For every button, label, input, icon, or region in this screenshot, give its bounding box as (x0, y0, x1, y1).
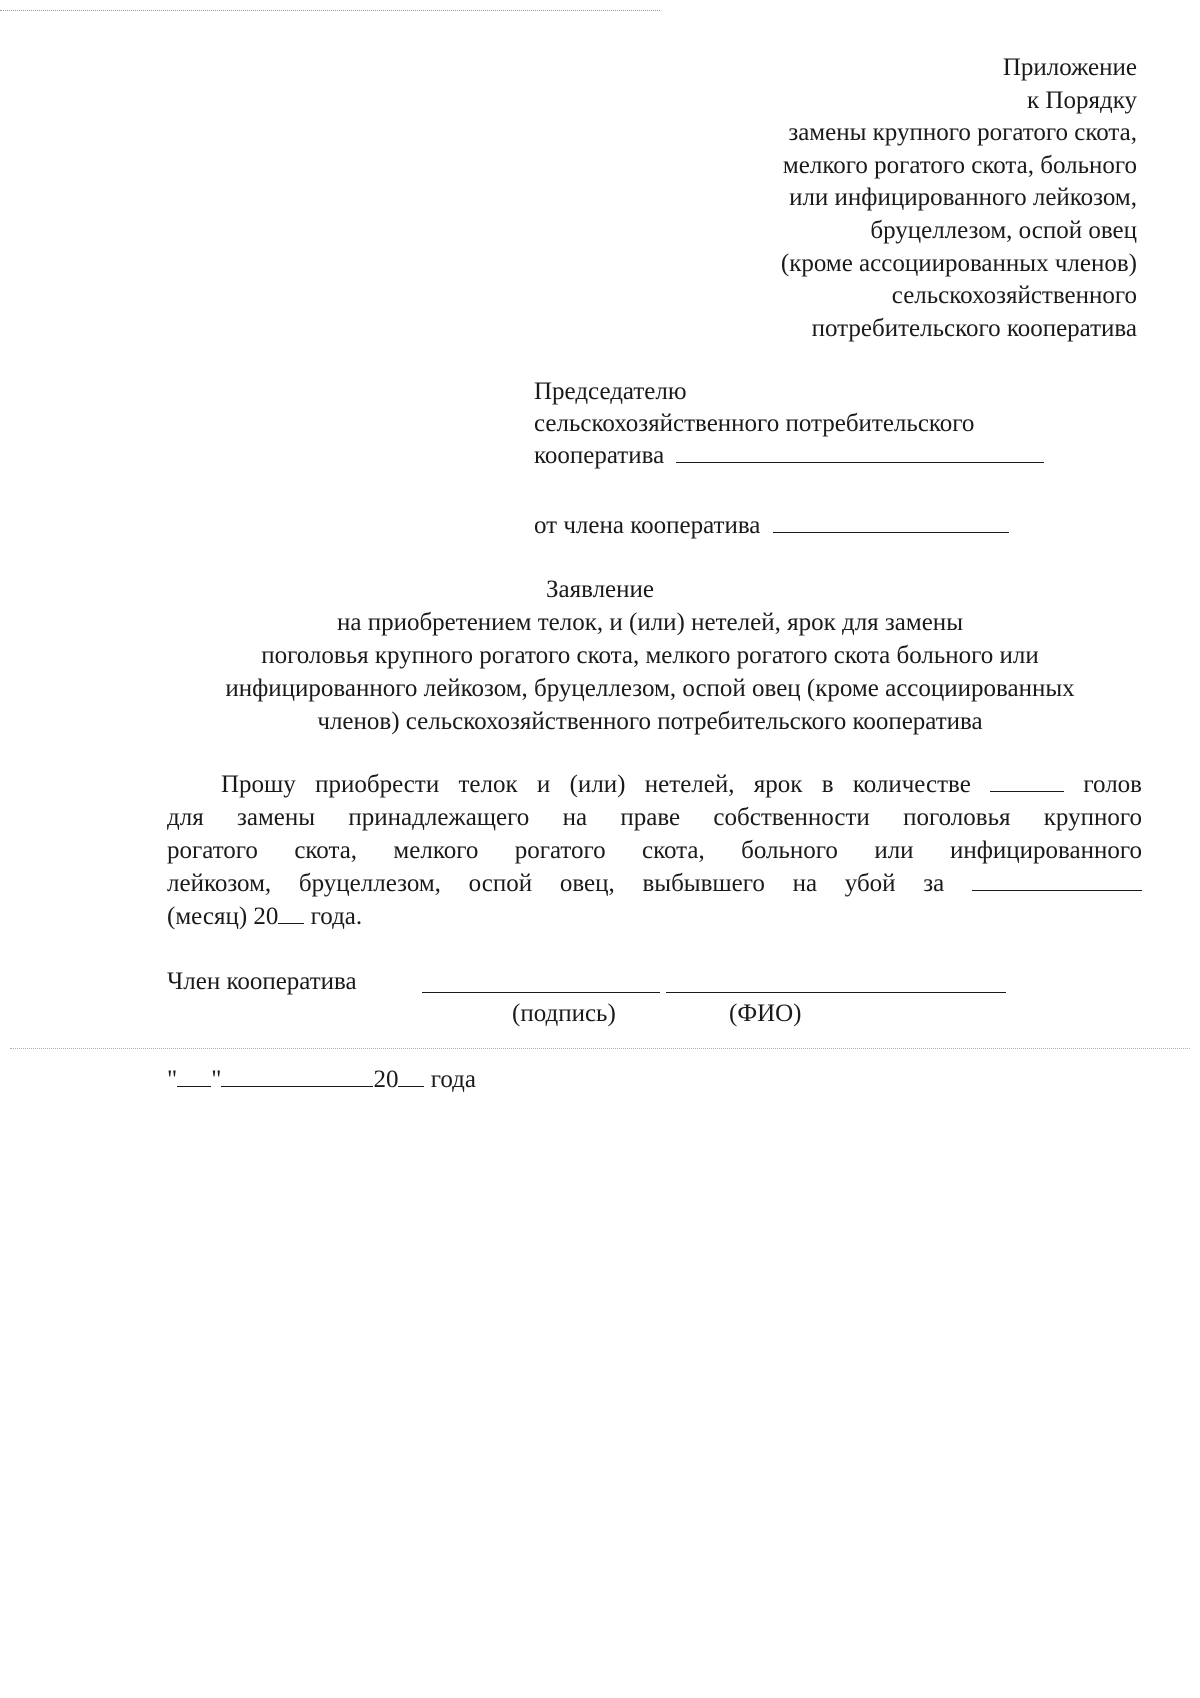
cooperative-name-field[interactable] (676, 440, 1044, 463)
body-line (167, 900, 1142, 933)
addressee-line: Председателю (534, 378, 687, 405)
scan-artifact-top (0, 10, 660, 11)
subtitle-line: инфицированного лейкозом, бруцеллезом, оспой овец (кроме ассоциированных (225, 675, 1075, 702)
appendix-line: (кроме ассоциированных членов) (780, 249, 1137, 277)
from-member-line (534, 510, 1009, 542)
subtitle-line: поголовья крупного рогатого скота, мелкого рогатого скота больного или (261, 642, 1039, 669)
member-label: Член кооператива (167, 968, 357, 995)
addressee-block (534, 376, 1044, 472)
body-text: голов (1083, 771, 1142, 798)
appendix-line: или инфицированного лейкозом, (789, 184, 1137, 212)
name-caption: (ФИО) (729, 1000, 802, 1027)
subtitle-line: на приобретением телок, и (или) нетелей, ярок для замены (336, 609, 963, 636)
date-month-field[interactable] (221, 1064, 373, 1087)
date-suffix: года (430, 1066, 476, 1093)
body-text: Прошу приобрести телок и (или) нетелей, ярок в количестве (221, 771, 971, 798)
date-year-field[interactable] (398, 1064, 424, 1087)
appendix-line: сельскохозяйственного (891, 282, 1137, 310)
document-subtitle (150, 606, 1150, 738)
addressee-line: сельскохозяйственного потребительского (534, 410, 975, 437)
date-quote: " (167, 1066, 178, 1093)
document-title: Заявление (545, 576, 655, 603)
appendix-line: Приложение (1002, 54, 1137, 81)
body-line: рогатого скота, мелкого рогатого скота, больного или инфицированного (167, 837, 1142, 864)
date-line (167, 1064, 476, 1096)
appendix-line: потребительского кооператива (811, 314, 1137, 342)
appendix-line: бруцеллезом, оспой овец (870, 216, 1137, 244)
full-name-field[interactable] (666, 992, 1006, 993)
signature-field[interactable] (422, 992, 660, 993)
member-name-field[interactable] (773, 510, 1009, 533)
appendix-line: мелкого рогатого скота, больного (782, 151, 1137, 179)
quantity-field[interactable] (990, 769, 1064, 792)
body-line (167, 768, 1142, 801)
body-line (167, 867, 1142, 900)
appendix-header (781, 52, 1137, 345)
body-text: года. (310, 903, 363, 930)
subtitle-line: членов) сельскохозяйственного потребительского кооператива (317, 708, 983, 735)
scan-artifact-middle (10, 1048, 1190, 1049)
date-quote: " (211, 1066, 222, 1093)
body-text: (месяц) 20 (167, 903, 279, 930)
appendix-line: к Порядку (1027, 86, 1137, 114)
month-field[interactable] (972, 868, 1142, 891)
body-line: для замены принадлежащего на праве собственности поголовья крупного (167, 804, 1142, 831)
day-field[interactable] (177, 1064, 211, 1087)
addressee-cooperative-line (534, 440, 1044, 472)
year-field[interactable] (278, 901, 304, 924)
from-member-label: от члена кооператива (534, 512, 761, 539)
signature-caption: (подпись) (512, 1000, 616, 1027)
appendix-line: замены крупного рогатого скота, (788, 119, 1137, 147)
addressee-line: кооператива (534, 442, 665, 469)
application-body (167, 768, 1142, 933)
date-year-prefix: 20 (373, 1066, 399, 1093)
body-text: лейкозом, бруцеллезом, оспой овец, выбывшего на убой за (167, 870, 945, 897)
